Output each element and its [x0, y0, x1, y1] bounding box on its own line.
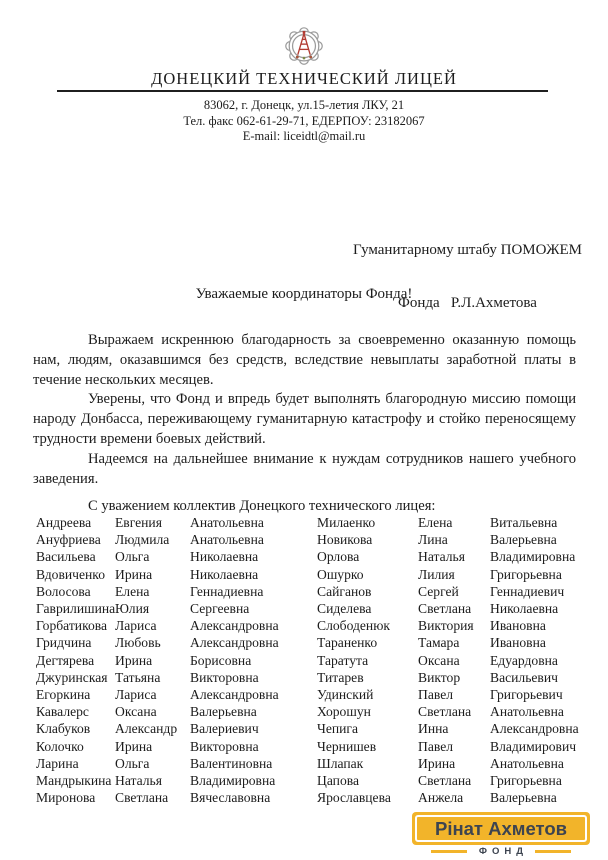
staff-patronymic: Валентиновна — [190, 755, 273, 771]
staff-patronymic: Едуардовна — [490, 652, 558, 668]
staff-firstname: Ирина — [115, 566, 153, 582]
staff-row — [36, 514, 592, 531]
recipient-block — [350, 207, 585, 347]
staff-firstname: Лина — [418, 532, 448, 548]
staff-firstname: Елена — [115, 583, 150, 599]
staff-patronymic: Анатольевна — [490, 755, 564, 771]
staff-firstname: Ирина — [115, 738, 153, 754]
staff-surname: Кавалерс — [36, 704, 89, 720]
staff-surname: Егоркина — [36, 687, 91, 703]
recipient-line-1: Гуманитарному штабу ПОМОЖЕМ — [352, 242, 583, 258]
staff-patronymic: Ивановна — [490, 618, 546, 634]
staff-surname: Чепига — [317, 721, 359, 737]
foundation-subtitle: ФОНД — [478, 845, 529, 857]
staff-patronymic: Александровна — [190, 618, 279, 634]
staff-patronymic: Валерьевна — [490, 532, 557, 548]
staff-patronymic: Александровна — [190, 635, 279, 651]
staff-patronymic: Григорьевич — [490, 687, 563, 703]
staff-patronymic: Ивановна — [490, 635, 546, 651]
body-paragraph-2: Уверены, что Фонд и впредь будет выполнять благородную миссию помощи народу Донбасса, переживающему гуманитарную катастрофу и стойко переносящему трудности времени боевых действий. — [33, 391, 576, 447]
staff-row — [36, 755, 592, 772]
staff-surname: Ярославцева — [317, 790, 391, 806]
staff-firstname: Татьяна — [115, 669, 161, 685]
staff-firstname: Ольга — [115, 549, 150, 565]
header-divider — [57, 90, 548, 92]
staff-surname: Вдовиченко — [36, 566, 105, 582]
staff-surname: Гридчина — [36, 635, 92, 651]
staff-patronymic: Владимировна — [190, 773, 276, 789]
staff-surname: Миронова — [36, 790, 96, 806]
staff-surname: Сиделева — [317, 601, 372, 617]
staff-patronymic: Витальевна — [490, 515, 558, 530]
staff-surname: Удинский — [317, 687, 374, 703]
staff-firstname: Лариса — [115, 687, 157, 703]
staff-row — [36, 686, 592, 703]
staff-patronymic: Вячеславовна — [190, 790, 271, 806]
staff-patronymic: Борисовна — [190, 652, 252, 668]
staff-patronymic: Геннадиевна — [190, 583, 264, 599]
staff-firstname: Сергей — [418, 583, 459, 599]
staff-surname: Шлапак — [317, 755, 364, 771]
staff-surname: Андреева — [36, 515, 92, 530]
staff-patronymic: Владимирович — [490, 738, 577, 754]
staff-firstname: Оксана — [418, 652, 460, 668]
staff-surname: Милаенко — [317, 515, 376, 530]
staff-patronymic: Владимировна — [490, 549, 576, 565]
staff-firstname: Виктор — [418, 669, 461, 685]
staff-surname: Дегтярева — [36, 652, 95, 668]
staff-firstname: Оксана — [115, 704, 157, 720]
staff-firstname: Светлана — [418, 704, 472, 720]
staff-list — [36, 514, 592, 806]
salutation: Уважаемые координаторы Фонда! — [195, 286, 413, 302]
staff-patronymic: Валерьевна — [190, 704, 257, 720]
email-line: E-mail: liceidtl@mail.ru — [242, 129, 366, 143]
staff-surname: Титарев — [317, 669, 364, 685]
staff-surname: Гаврилишина — [36, 601, 116, 617]
staff-firstname: Людмила — [115, 532, 170, 548]
staff-row — [36, 772, 592, 789]
staff-surname: Чернишев — [317, 738, 377, 754]
staff-row — [36, 634, 592, 651]
staff-firstname: Лариса — [115, 618, 157, 634]
staff-patronymic: Васильевич — [490, 669, 558, 685]
staff-row — [36, 652, 592, 669]
phone-line: Тел. факс 062-61-29-71, ЕДЕРПОУ: 23182067 — [183, 113, 425, 128]
staff-surname: Орлова — [317, 549, 360, 565]
staff-firstname: Ирина — [418, 755, 456, 771]
staff-surname: Колочко — [36, 738, 84, 754]
recipient-line-2: Фонда Р.Л.Ахметова — [398, 294, 537, 311]
staff-patronymic: Анатольевна — [190, 515, 264, 530]
staff-firstname: Лилия — [418, 566, 455, 582]
staff-surname: Таратута — [317, 652, 369, 668]
staff-patronymic: Григорьевна — [490, 566, 562, 582]
staff-surname: Ануфриева — [36, 532, 101, 548]
closing-line: С уважением коллектив Донецкого технического лицея: — [88, 498, 436, 515]
staff-surname: Горбатикова — [36, 618, 108, 634]
staff-firstname: Евгения — [115, 515, 162, 530]
staff-surname: Джуринская — [36, 669, 108, 685]
staff-firstname: Павел — [418, 687, 454, 703]
address-line: 83062, г. Донецк, ул.15-летия ЛКУ, 21 — [203, 98, 405, 112]
foundation-name: Рінат Ахметов — [434, 817, 567, 839]
staff-firstname: Наталья — [115, 773, 162, 789]
staff-patronymic: Викторовна — [190, 738, 259, 754]
institution-title: ДОНЕЦКИЙ ТЕХНИЧЕСКИЙ ЛИЦЕЙ — [151, 69, 457, 88]
staff-patronymic: Александровна — [490, 721, 579, 737]
staff-firstname: Светлана — [418, 601, 472, 617]
staff-surname: Ошурко — [317, 566, 364, 582]
staff-row — [36, 703, 592, 720]
staff-row — [36, 720, 592, 737]
staff-row — [36, 600, 592, 617]
staff-firstname: Александр — [115, 721, 178, 737]
staff-patronymic: Валериевич — [190, 721, 259, 737]
staff-surname: Ларина — [36, 755, 79, 771]
foundation-logo — [412, 812, 590, 845]
staff-patronymic: Николаевна — [490, 601, 559, 617]
staff-row — [36, 669, 592, 686]
staff-firstname: Светлана — [418, 773, 472, 789]
staff-firstname: Наталья — [418, 549, 465, 565]
staff-firstname: Тамара — [418, 635, 460, 651]
staff-firstname: Анжела — [418, 790, 464, 806]
staff-firstname: Инна — [418, 721, 449, 737]
staff-surname: Новикова — [317, 532, 373, 548]
staff-patronymic: Викторовна — [190, 669, 259, 685]
staff-surname: Мандрыкина — [36, 773, 112, 789]
logo-bar-right — [535, 850, 571, 853]
staff-surname: Слободенюк — [317, 618, 390, 634]
staff-firstname: Любовь — [115, 635, 161, 651]
staff-patronymic: Геннадиевич — [490, 583, 565, 599]
staff-row — [36, 583, 592, 600]
staff-firstname: Ирина — [115, 652, 153, 668]
staff-surname: Хорошун — [317, 704, 371, 720]
staff-firstname: Светлана — [115, 790, 169, 806]
staff-patronymic: Александровна — [190, 687, 279, 703]
staff-firstname: Ольга — [115, 755, 150, 771]
staff-surname: Тараненко — [317, 635, 378, 651]
staff-patronymic: Николаевна — [190, 549, 259, 565]
staff-surname: Клабуков — [36, 721, 91, 737]
staff-patronymic: Валерьевна — [490, 790, 557, 806]
address-block — [0, 98, 608, 145]
lyceum-emblem-icon — [283, 25, 325, 74]
staff-patronymic: Анатольевна — [490, 704, 564, 720]
staff-patronymic: Сергеевна — [190, 601, 250, 617]
staff-row — [36, 789, 592, 806]
staff-patronymic: Анатольевна — [190, 532, 264, 548]
staff-row — [36, 617, 592, 634]
staff-row — [36, 548, 592, 565]
staff-surname: Васильева — [36, 549, 96, 565]
staff-surname: Сайганов — [317, 583, 372, 599]
logo-bar-left — [431, 850, 467, 853]
staff-row — [36, 738, 592, 755]
staff-patronymic: Григорьевна — [490, 773, 562, 789]
staff-firstname: Павел — [418, 738, 454, 754]
staff-firstname: Елена — [418, 515, 453, 530]
staff-firstname: Виктория — [418, 618, 474, 634]
staff-patronymic: Николаевна — [190, 566, 259, 582]
foundation-subtitle-row — [412, 844, 590, 858]
staff-row — [36, 531, 592, 548]
body-paragraph-1: Выражаем искреннюю благодарность за своевременно оказанную помощь нам, людям, оказавшимся без средств, вследствие невыплаты заработной платы в течение нескольких месяцев. — [33, 332, 576, 388]
letter-body — [33, 331, 576, 517]
body-paragraph-3: Надеемся на дальнейшее внимание к нуждам сотрудников нашего учебного заведения. — [33, 450, 576, 487]
staff-surname: Цапова — [317, 773, 360, 789]
staff-row — [36, 566, 592, 583]
staff-firstname: Юлия — [115, 601, 150, 617]
staff-surname: Волосова — [36, 583, 91, 599]
